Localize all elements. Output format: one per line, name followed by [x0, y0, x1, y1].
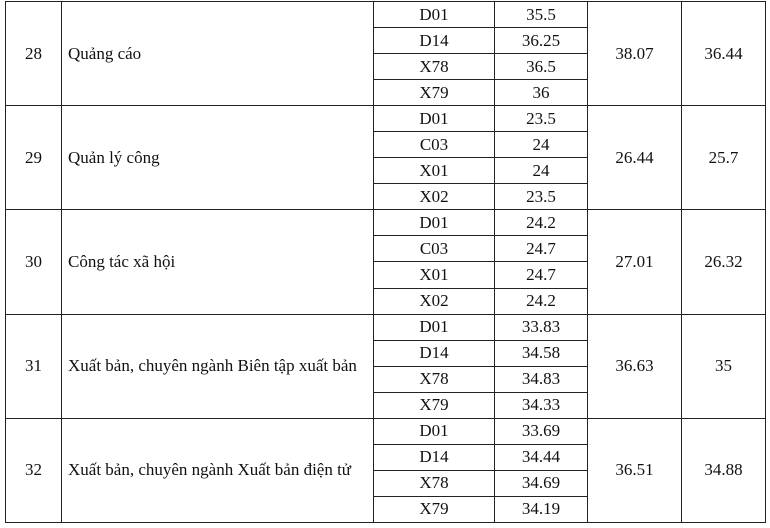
subject-combination: D01 [374, 106, 495, 132]
subject-combination: C03 [374, 236, 495, 262]
table-body [6, 2, 766, 523]
score-column-a: 27.01 [588, 210, 682, 314]
major-name: Công tác xã hội [62, 210, 374, 314]
row-number: 31 [6, 314, 62, 418]
subject-combination: X01 [374, 158, 495, 184]
score-column-a: 26.44 [588, 106, 682, 210]
table-row [6, 106, 766, 132]
combination-score: 34.19 [495, 496, 588, 522]
subject-combination: X78 [374, 54, 495, 80]
subject-combination: D01 [374, 418, 495, 444]
subject-combination: X02 [374, 288, 495, 314]
score-column-b: 25.7 [682, 106, 766, 210]
subject-combination: X01 [374, 262, 495, 288]
table-row [6, 210, 766, 236]
table-row [6, 314, 766, 340]
subject-combination: D14 [374, 444, 495, 470]
combination-score: 24 [495, 158, 588, 184]
combination-score: 24.7 [495, 236, 588, 262]
combination-score: 34.69 [495, 470, 588, 496]
combination-score: 34.44 [495, 444, 588, 470]
subject-combination: X78 [374, 470, 495, 496]
combination-score: 23.5 [495, 106, 588, 132]
combination-score: 33.69 [495, 418, 588, 444]
major-name: Quản lý công [62, 106, 374, 210]
table-row [6, 2, 766, 28]
subject-combination: C03 [374, 132, 495, 158]
combination-score: 24.2 [495, 210, 588, 236]
score-column-a: 36.63 [588, 314, 682, 418]
admissions-score-table [5, 1, 766, 523]
subject-combination: D14 [374, 340, 495, 366]
subject-combination: D14 [374, 28, 495, 54]
subject-combination: X02 [374, 184, 495, 210]
score-column-b: 34.88 [682, 418, 766, 522]
combination-score: 34.33 [495, 392, 588, 418]
combination-score: 34.83 [495, 366, 588, 392]
row-number: 28 [6, 2, 62, 106]
subject-combination: D01 [374, 2, 495, 28]
combination-score: 24.7 [495, 262, 588, 288]
score-column-b: 26.32 [682, 210, 766, 314]
major-name: Xuất bản, chuyên ngành Biên tập xuất bản [62, 314, 374, 418]
subject-combination: X79 [374, 496, 495, 522]
combination-score: 36 [495, 80, 588, 106]
subject-combination: D01 [374, 314, 495, 340]
major-name: Quảng cáo [62, 2, 374, 106]
combination-score: 24 [495, 132, 588, 158]
combination-score: 23.5 [495, 184, 588, 210]
major-name: Xuất bản, chuyên ngành Xuất bản điện tử [62, 418, 374, 522]
subject-combination: X79 [374, 392, 495, 418]
subject-combination: D01 [374, 210, 495, 236]
combination-score: 36.25 [495, 28, 588, 54]
combination-score: 36.5 [495, 54, 588, 80]
combination-score: 24.2 [495, 288, 588, 314]
subject-combination: X79 [374, 80, 495, 106]
row-number: 32 [6, 418, 62, 522]
combination-score: 35.5 [495, 2, 588, 28]
score-column-a: 38.07 [588, 2, 682, 106]
score-column-a: 36.51 [588, 418, 682, 522]
score-column-b: 36.44 [682, 2, 766, 106]
subject-combination: X78 [374, 366, 495, 392]
table-row [6, 418, 766, 444]
row-number: 29 [6, 106, 62, 210]
combination-score: 34.58 [495, 340, 588, 366]
combination-score: 33.83 [495, 314, 588, 340]
row-number: 30 [6, 210, 62, 314]
score-column-b: 35 [682, 314, 766, 418]
